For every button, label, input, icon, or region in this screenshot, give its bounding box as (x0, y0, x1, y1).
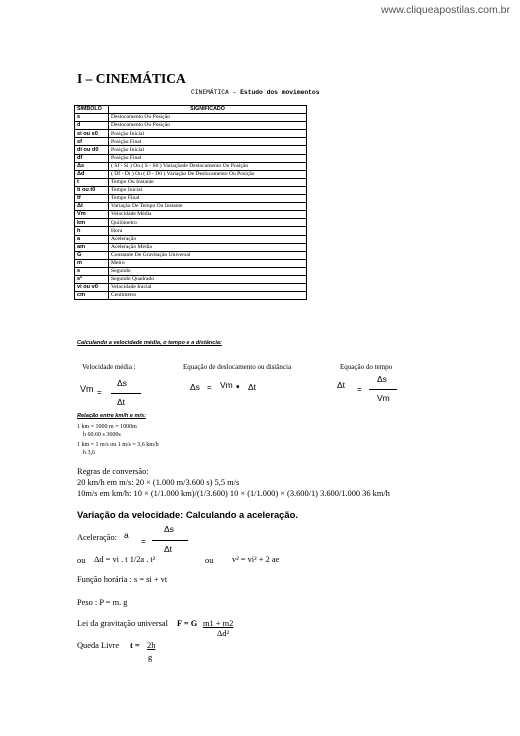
calc-title: Calculando a velocidade média, o tempo e a distância: (77, 340, 222, 346)
acceleration-label: Aceleração: (77, 533, 117, 542)
variation-title: Variação da velocidade: Calculando a aceleração. (77, 509, 298, 520)
eq1-numerator: Δs (117, 378, 127, 388)
meaning-cell: Posição Inicial (109, 130, 307, 138)
subtitle-strong: Estudo dos movimentos (240, 89, 320, 96)
symbol-cell: s² (75, 275, 109, 283)
symbol-cell: h (75, 227, 109, 235)
meaning-cell: Posição Final (109, 154, 307, 162)
free-fall-label: Queda Livre (77, 641, 120, 650)
table-row (75, 138, 307, 146)
table-row (75, 170, 307, 178)
torricelli-formula: v² = vi² + 2 ae (232, 555, 280, 564)
table-row (75, 259, 307, 267)
meaning-cell: Tempo Ou Instante (109, 178, 307, 186)
page-title: I – CINEMÁTICA (77, 71, 186, 86)
eq1-lhs: Vm (80, 384, 94, 394)
eq2-dot: • (236, 382, 240, 393)
meaning-cell: Segundo (109, 267, 307, 275)
table-row (75, 178, 307, 186)
eq3-denominator: Vm (377, 393, 390, 403)
meaning-cell: Posição Inicial (109, 146, 307, 154)
meaning-cell: Metro (109, 259, 307, 267)
eq1-fraction-line (111, 393, 141, 394)
eq3-fraction-line (369, 389, 397, 390)
table-row (75, 227, 307, 235)
meaning-cell: Aceleração Média (109, 243, 307, 251)
rule-2: 10m/s em km/h: 10 × (1/1.000 km)/(1/3.600) 10 × (1/1.000) × (3.600/1) 3.600/1.000 36 km/h (77, 489, 390, 498)
relation-line-2: h 60.60 s 3600s (83, 432, 121, 438)
eq2-equals: = (207, 383, 212, 392)
table-header-meaning: SIGNIFICADO (109, 106, 307, 114)
table-header-row (75, 106, 307, 114)
meaning-cell: Constante De Gravitação Universal (109, 251, 307, 259)
table-row (75, 275, 307, 283)
eq-label-velocity: Velocidade média : (82, 363, 136, 371)
relation-line-4: h 3,6 (83, 450, 95, 456)
relation-line-3: 1 km = 1 m/s ou 1 m/s = 3,6 km/h (77, 442, 159, 448)
symbol-cell: t (75, 178, 109, 186)
table-row (75, 122, 307, 130)
meaning-cell: Velocidade Inicial (109, 284, 307, 292)
table-row (75, 130, 307, 138)
symbol-cell: am (75, 243, 109, 251)
acceleration-fraction-line (152, 540, 188, 541)
symbol-cell: a (75, 235, 109, 243)
meaning-cell: Deslocamento Ou Posição (109, 122, 307, 130)
or-1: ou (77, 556, 86, 565)
table-row (75, 195, 307, 203)
meaning-cell: Segundo Quadrado (109, 275, 307, 283)
eq2-delta-t: Δt (248, 382, 257, 392)
symbol-cell: si ou s0 (75, 130, 109, 138)
table-row (75, 146, 307, 154)
free-fall-numerator: 2h (147, 641, 156, 650)
meaning-cell: Tempo Inicial (109, 186, 307, 194)
eq1-denominator: Δt (117, 397, 126, 407)
symbol-cell: d (75, 122, 109, 130)
table-row (75, 203, 307, 211)
symbol-cell: cm (75, 292, 109, 300)
free-fall-lhs: t = (130, 641, 140, 650)
meaning-cell: Velocidade Média (109, 211, 307, 219)
section-subtitle (191, 89, 320, 96)
gravitation-denominator: Δd² (217, 629, 230, 638)
symbol-cell: vi ou v0 (75, 284, 109, 292)
meaning-cell: Posição Final (109, 138, 307, 146)
hourly-function: Função horária : s = si + vt (77, 575, 168, 584)
meaning-cell: ( Df - Di ) Ou ( D - D0 ) Variação De Deslocamento Ou Posição (109, 170, 307, 178)
table-row (75, 292, 307, 300)
eq3-lhs: Δt (337, 380, 346, 390)
gravitation-label: Lei da gravitação universal (77, 619, 168, 628)
displacement-formula: Δd = vi . t 1/2a . t² (94, 555, 156, 564)
symbol-cell: tf (75, 195, 109, 203)
subtitle-prefix: CINEMÁTICA – (191, 89, 237, 96)
acceleration-denominator: Δt (164, 544, 173, 554)
symbol-cell: Vm (75, 211, 109, 219)
site-url[interactable]: www.cliqueapostilas.com.br (381, 4, 510, 16)
symbol-cell: sf (75, 138, 109, 146)
table-row (75, 251, 307, 259)
symbol-cell: G (75, 251, 109, 259)
relation-line-1: 1 km = 1000 m = 1000m (77, 424, 137, 430)
symbol-cell: df (75, 154, 109, 162)
symbol-cell: Δd (75, 170, 109, 178)
acceleration-numerator: Δs (164, 524, 174, 534)
table-row (75, 162, 307, 170)
symbol-cell: ti ou t0 (75, 186, 109, 194)
meaning-cell: Quilômetro (109, 219, 307, 227)
eq-label-time: Equação do tempo (340, 363, 393, 371)
symbol-cell: s (75, 114, 109, 122)
eq2-delta-s: Δs (190, 382, 200, 392)
table-row (75, 114, 307, 122)
table-row (75, 243, 307, 251)
table-header-symbol: SÍMBOLO (75, 106, 109, 114)
meaning-cell: ( Sf - Si ) Ou ( S - S0 ) Variaçãode Deslocamento Ou Posição (109, 162, 307, 170)
symbol-cell: m (75, 259, 109, 267)
meaning-cell: Aceleração (109, 235, 307, 243)
symbol-cell: km (75, 219, 109, 227)
table-row (75, 235, 307, 243)
symbols-table (74, 105, 307, 300)
or-2: ou (205, 556, 214, 565)
symbol-cell: Δt (75, 203, 109, 211)
table-row (75, 154, 307, 162)
relation-title: Relação entre km/h e m/s: (77, 413, 147, 419)
meaning-cell: Tempo Final (109, 195, 307, 203)
eq-label-distance: Equação de deslocamento ou distância (183, 363, 292, 371)
table-row (75, 219, 307, 227)
gravitation-lhs: F = G (177, 619, 198, 628)
symbol-cell: di ou d0 (75, 146, 109, 154)
table-row (75, 211, 307, 219)
acceleration-equals: = (141, 537, 146, 546)
gravitation-numerator: m1 + m2 (203, 619, 234, 628)
eq2-vm: Vm (220, 380, 233, 390)
meaning-cell: Deslocamento Ou Posição (109, 114, 307, 122)
symbol-cell: s (75, 267, 109, 275)
meaning-cell: Variação De Tempo Ou Instante (109, 203, 307, 211)
eq3-numerator: Δs (377, 374, 387, 384)
table-row (75, 267, 307, 275)
meaning-cell: Hora (109, 227, 307, 235)
eq3-equals: = (357, 385, 362, 394)
free-fall-denominator: g (148, 653, 153, 662)
eq1-equals: = (97, 388, 102, 397)
symbol-cell: Δs (75, 162, 109, 170)
meaning-cell: Centímetro (109, 292, 307, 300)
acceleration-a: a (124, 530, 129, 540)
rules-title: Regras de conversão: (77, 467, 149, 476)
table-row (75, 186, 307, 194)
weight-formula: Peso : P = m. g (77, 598, 128, 607)
table-row (75, 284, 307, 292)
rule-1: 20 km/h em m/s: 20 × (1.000 m/3.600 s) 5,5 m/s (77, 478, 240, 487)
